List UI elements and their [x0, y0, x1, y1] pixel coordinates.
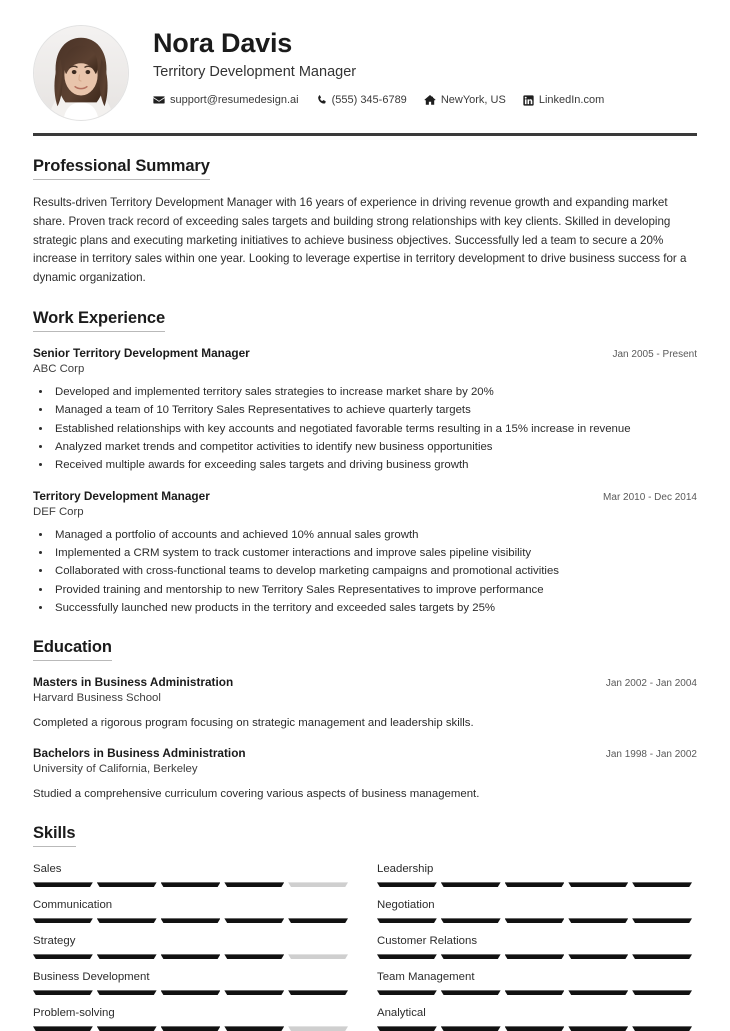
skill-level-segment: [441, 990, 501, 995]
skill-level-segment: [97, 1026, 157, 1031]
skill-level-segment: [224, 1026, 284, 1031]
profile-photo-image: [34, 26, 128, 120]
skill-level-segment: [33, 882, 93, 887]
skill-level-segment: [97, 954, 157, 959]
phone-icon: [316, 94, 327, 106]
skill-level-bar: [377, 918, 692, 923]
linkedin-icon: [523, 95, 534, 106]
skill-level-segment: [161, 990, 221, 995]
list-item: • Received multiple awards for exceeding sales targets and driving business growth: [52, 457, 697, 474]
skill-level-bar: [33, 1026, 348, 1031]
contact-phone[interactable]: [316, 94, 407, 106]
skill-level-bar: [377, 954, 692, 959]
skill-level-bar: [377, 1026, 692, 1031]
skill-level-segment: [224, 918, 284, 923]
skill-level-segment: [568, 954, 628, 959]
work-bullets: [33, 384, 697, 475]
skill-label: Analytical: [377, 1007, 426, 1020]
contact-email[interactable]: [153, 94, 299, 106]
skill-level-segment: [632, 954, 692, 959]
skill-level-segment: [377, 882, 437, 887]
skills-grid: [33, 851, 697, 1031]
list-item: • Established relationships with key accounts and negotiated favorable terms resulting in a 15% increase in revenue: [52, 421, 697, 438]
skill-level-bar: [33, 918, 348, 923]
education-degree: Bachelors in Business Administration: [33, 746, 246, 761]
header-divider: [33, 133, 697, 136]
skill-level-bar: [377, 990, 692, 995]
skill-level-segment: [505, 882, 565, 887]
list-item: • Analyzed market trends and competitor activities to identify new business opportunities: [52, 439, 697, 456]
work-org: ABC Corp: [33, 362, 85, 375]
skill-level-segment: [97, 918, 157, 923]
skill-level-segment: [33, 918, 93, 923]
skill-level-segment: [505, 1026, 565, 1031]
skill-label: Business Development: [33, 971, 150, 984]
skill-level-segment: [568, 990, 628, 995]
education-degree: Masters in Business Administration: [33, 675, 234, 690]
skill-level-segment: [288, 954, 348, 959]
skill-level-segment: [224, 882, 284, 887]
skill-item: [33, 995, 348, 1031]
list-item: • Collaborated with cross-functional teams to develop marketing campaigns and promotional activities: [52, 563, 697, 580]
skill-level-segment: [377, 1026, 437, 1031]
skill-level-segment: [632, 990, 692, 995]
skill-level-segment: [505, 918, 565, 923]
skill-level-segment: [441, 954, 501, 959]
section-professional-summary: [33, 157, 697, 288]
skill-level-segment: [33, 1026, 93, 1031]
work-role: Territory Development Manager: [33, 488, 210, 503]
skill-label: Negotiation: [377, 899, 435, 912]
section-work-experience: [33, 309, 697, 617]
skill-level-segment: [568, 882, 628, 887]
contact-list: [153, 94, 697, 106]
list-item: • Managed a team of 10 Territory Sales Representatives to achieve quarterly targets: [52, 402, 697, 419]
avatar: [33, 25, 129, 121]
education-description: Studied a comprehensive curriculum covering various aspects of business management.: [33, 788, 480, 801]
skill-level-segment: [224, 990, 284, 995]
skill-level-segment: [632, 918, 692, 923]
skill-item: [33, 851, 348, 887]
summary-text: Results-driven Territory Development Manager with 16 years of experience in driving revenue growth and expanding market share. Proven track record of exceeding sales targets and building strong relationships with key clients. Skilled in developing strategic plans and executing marketing initiatives to achieve business objectives. Successfully led a team to secure a 20% increase in territory sales within one year. Looking to leverage expertise in territory development to drive business success for a dynamic organization.: [33, 196, 687, 285]
skill-item: [33, 887, 348, 923]
list-item: • Successfully launched new products in the territory and exceeded sales targets by 25%: [52, 600, 697, 617]
skill-level-segment: [441, 1026, 501, 1031]
skill-level-segment: [377, 918, 437, 923]
skill-level-segment: [505, 990, 565, 995]
skill-item: [377, 887, 692, 923]
section-skills: [33, 824, 697, 1031]
list-item: • Provided training and mentorship to new Territory Sales Representatives to improve performance: [52, 582, 697, 599]
skill-level-segment: [441, 918, 501, 923]
resume-header: [33, 0, 697, 121]
skill-item: [377, 995, 692, 1031]
education-date: Jan 2002 - Jan 2004: [605, 678, 697, 690]
work-date: Jan 2005 - Present: [612, 348, 697, 360]
skill-level-segment: [161, 918, 221, 923]
section-education: [33, 638, 697, 803]
skill-label: Leadership: [377, 863, 434, 876]
skill-level-segment: [441, 882, 501, 887]
skill-item: [377, 923, 692, 959]
section-heading-skills: Skills: [33, 824, 76, 847]
page-title: Nora Davis: [153, 28, 293, 58]
skill-level-bar: [33, 882, 348, 887]
work-date: Mar 2010 - Dec 2014: [603, 491, 697, 503]
skill-level-segment: [288, 918, 348, 923]
work-entry: [33, 346, 697, 475]
contact-linkedin[interactable]: [523, 94, 604, 106]
skill-item: [33, 923, 348, 959]
skill-label: Problem-solving: [33, 1007, 115, 1020]
skill-level-segment: [97, 990, 157, 995]
skill-level-segment: [33, 990, 93, 995]
skill-level-segment: [568, 1026, 628, 1031]
skill-level-segment: [161, 954, 221, 959]
work-role: Senior Territory Development Manager: [33, 345, 250, 360]
list-item: • Developed and implemented territory sales strategies to increase market share by 20%: [52, 384, 697, 401]
section-heading-work: Work Experience: [33, 309, 165, 332]
skill-level-segment: [377, 990, 437, 995]
skill-level-segment: [97, 882, 157, 887]
job-title: Territory Development Manager: [153, 63, 357, 80]
skill-level-segment: [505, 954, 565, 959]
contact-location-label: NewYork, US: [440, 94, 506, 107]
education-entry: [33, 746, 697, 803]
list-item: • Implemented a CRM system to track customer interactions and improve sales pipeline visibility: [52, 545, 697, 562]
education-description: Completed a rigorous program focusing on strategic management and leadership skills.: [33, 717, 474, 730]
skill-level-bar: [377, 882, 692, 887]
education-school: Harvard Business School: [33, 692, 161, 705]
contact-phone-label: (555) 345-6789: [331, 94, 407, 107]
skill-label: Communication: [33, 899, 113, 912]
skill-level-bar: [33, 954, 348, 959]
contact-email-label: support@resumedesign.ai: [170, 94, 299, 107]
skill-level-segment: [568, 918, 628, 923]
skill-item: [377, 959, 692, 995]
work-bullets: [33, 527, 697, 618]
home-icon: [424, 94, 436, 106]
skill-level-segment: [288, 1026, 348, 1031]
skill-label: Team Management: [377, 971, 475, 984]
skill-level-segment: [224, 954, 284, 959]
identity-block: [129, 25, 697, 106]
education-school: University of California, Berkeley: [33, 763, 198, 776]
work-entry: [33, 489, 697, 618]
skill-level-segment: [33, 954, 93, 959]
section-heading-summary: Professional Summary: [33, 157, 210, 180]
list-item: • Managed a portfolio of accounts and achieved 10% annual sales growth: [52, 527, 697, 544]
skill-level-segment: [632, 1026, 692, 1031]
skill-item: [377, 851, 692, 887]
envelope-icon: [153, 94, 165, 106]
skill-level-segment: [161, 1026, 221, 1031]
contact-location[interactable]: [424, 94, 506, 106]
skill-item: [33, 959, 348, 995]
skill-level-segment: [632, 882, 692, 887]
education-date: Jan 1998 - Jan 2002: [605, 749, 697, 761]
education-entry: [33, 675, 697, 732]
section-heading-education: Education: [33, 638, 112, 661]
skill-label: Customer Relations: [377, 935, 478, 948]
work-org: DEF Corp: [33, 505, 84, 518]
skill-level-bar: [33, 990, 348, 995]
skill-level-segment: [288, 990, 348, 995]
skill-level-segment: [377, 954, 437, 959]
skill-label: Sales: [33, 863, 62, 876]
skill-level-segment: [288, 882, 348, 887]
skill-label: Strategy: [33, 935, 76, 948]
contact-linkedin-label: LinkedIn.com: [538, 94, 605, 107]
skill-level-segment: [161, 882, 221, 887]
